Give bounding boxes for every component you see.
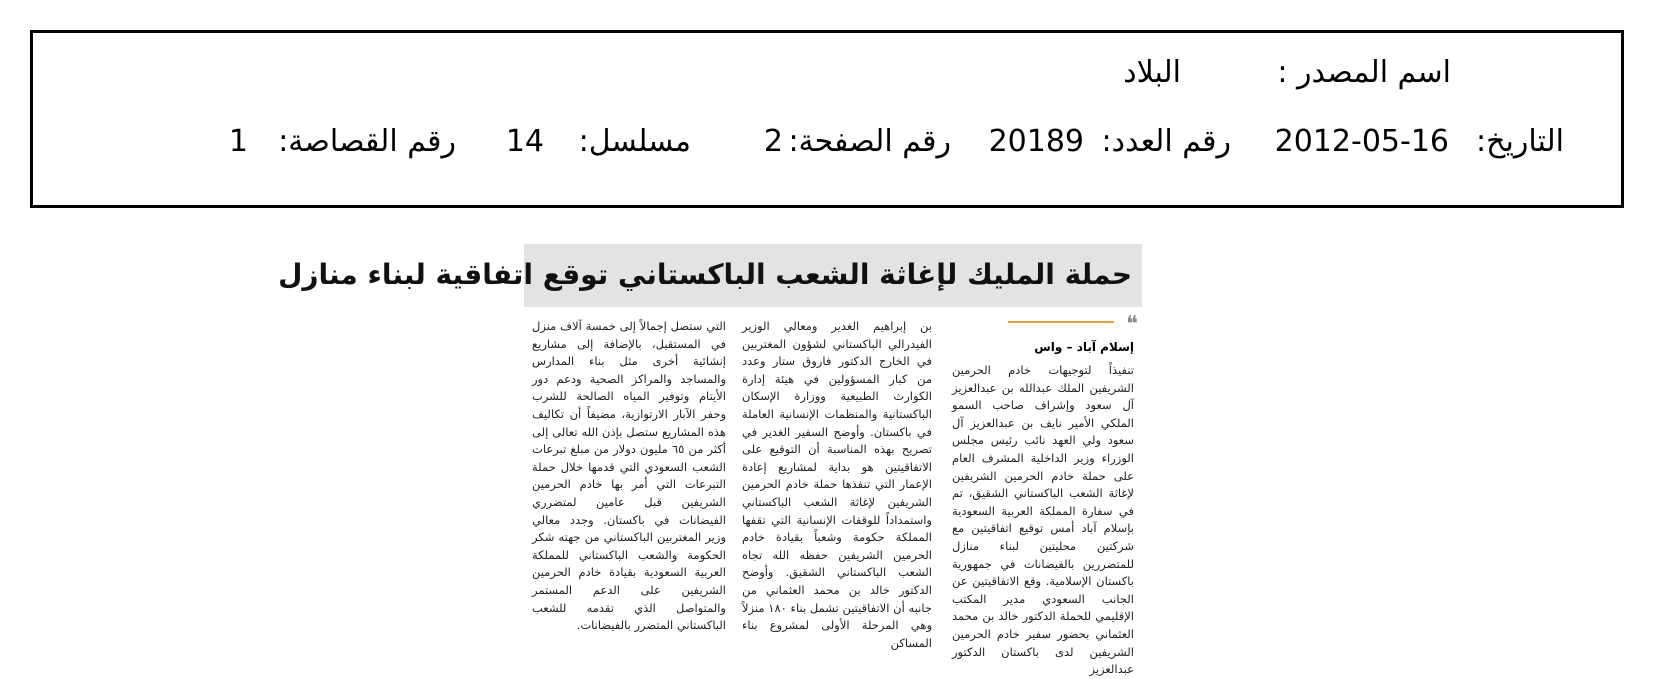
article-column-1 <box>952 362 1134 679</box>
clipping-value: 1 <box>228 124 248 159</box>
page-label: رقم الصفحة: <box>788 124 951 159</box>
issue-value: 20189 <box>988 124 1084 159</box>
date-label: التاريخ: <box>1476 124 1564 159</box>
source-label: اسم المصدر : <box>1277 55 1451 90</box>
article-byline: إسلام آباد – واس <box>1034 340 1134 354</box>
article-headline: حملة المليك لإغاثة الشعب الباكستاني توقع اتفاقية لبناء منازل <box>278 258 1132 291</box>
decorative-rule <box>1008 321 1114 323</box>
newspaper-clipping <box>278 244 1142 677</box>
source-value: البلاد <box>1123 55 1181 90</box>
serial-label: مسلسل: <box>578 124 691 159</box>
issue-label: رقم العدد: <box>1101 124 1231 159</box>
column-1-text: تنفيذاً لتوجيهات خادم الحرمين الشريفين الملك عبدالله بن عبدالعزيز آل سعود وإشراف صاحب السمو الملكي الأمير نايف بن عبدالعزيز آل سعود ولي العهد نائب رئيس مجلس الوزراء وزير الداخلية المشرف العام على حملة خادم الحرمين الشريفين لإغاثة الشعب الباكستاني الشقيق، تم في سفارة المملكة العربية السعودية بإسلام آباد أمس توقيع اتفاقيتين مع شركتين محليتين لبناء منازل للمتضررين بالفيضانات في جمهورية باكستان الإسلامية. وقع الاتفاقيتين عن الجانب السعودي مدير المكتب الإقليمي للحملة الدكتور خالد بن محمد العثماني بحضور سفير خادم الحرمين الشريفين لدى باكستان الدكتور عبدالعزيز <box>952 363 1134 677</box>
clipping-label: رقم القصاصة: <box>278 124 456 159</box>
serial-value: 14 <box>505 124 544 159</box>
date-value: 2012-05-16 <box>1274 124 1449 159</box>
article-column-3 <box>532 318 726 635</box>
quote-mark-icon: ❝ <box>1126 312 1138 337</box>
clipping-info-box <box>30 30 1624 208</box>
page-value: 2 <box>763 124 783 159</box>
article-column-2 <box>742 318 932 652</box>
column-2-text: بن إبراهيم الغدير ومعالي الوزير الفيدرالي الباكستاني لشؤون المغتربين في الخارج الدكتور فاروق ستار وعدد من كبار المسؤولين في هيئة إدارة الكوارث الطبيعية ووزارة الإسكان الباكستانية والمنظمات الإنسانية العاملة في باكستان. وأوضح السفير الغدير في تصريح بهذه المناسبة أن التوقيع على الاتفاقيتين هو بداية لمشاريع إعادة الإعمار التي تنفذها حملة خادم الحرمين الشريفين لإغاثة الشعب الباكستاني واستمداداً للوقفات الإنسانية التي تقفها المملكة حكومة وشعباً بقيادة خادم الحرمين الشريفين حفظه الله تجاه الشعب الباكستاني الشقيق. وأوضح الدكتور خالد بن محمد العثماني من جانبه أن الاتفاقيتين تشمل بناء ١٨٠ منزلاً وهي المرحلة الأولى لمشروع بناء المساكن <box>742 319 932 650</box>
column-3-text: التي ستصل إجمالاً إلى خمسة آلاف منزل في المستقبل، بالإضافة إلى مشاريع إنشائية أخرى مثل بناء المدارس والمساجد والمراكز الصحية ودعم دور الأيتام وتوفير المياه الصالحة للشرب وحفر الآبار الارتوازية، مضيفاً أن تكاليف هذه المشاريع ستصل بإذن الله تعالى إلى أكثر من ٦٥ مليون دولار من مبلغ تبرعات الشعب السعودي التي قدمها خلال حملة التبرعات التي أمر بها خادم الحرمين الشريفين قبل عامين لمتضرري الفيضانات في باكستان. وجدد معالي وزير المغتربين الباكستاني من جهته شكر الحكومة والشعب الباكستاني للمملكة العربية السعودية بقيادة خادم الحرمين الشريفين على الدعم المستمر والمتواصل الذي تقدمه للشعب الباكستاني المتضرر بالفيضانات. <box>532 319 726 633</box>
headline-bar <box>278 244 1142 307</box>
